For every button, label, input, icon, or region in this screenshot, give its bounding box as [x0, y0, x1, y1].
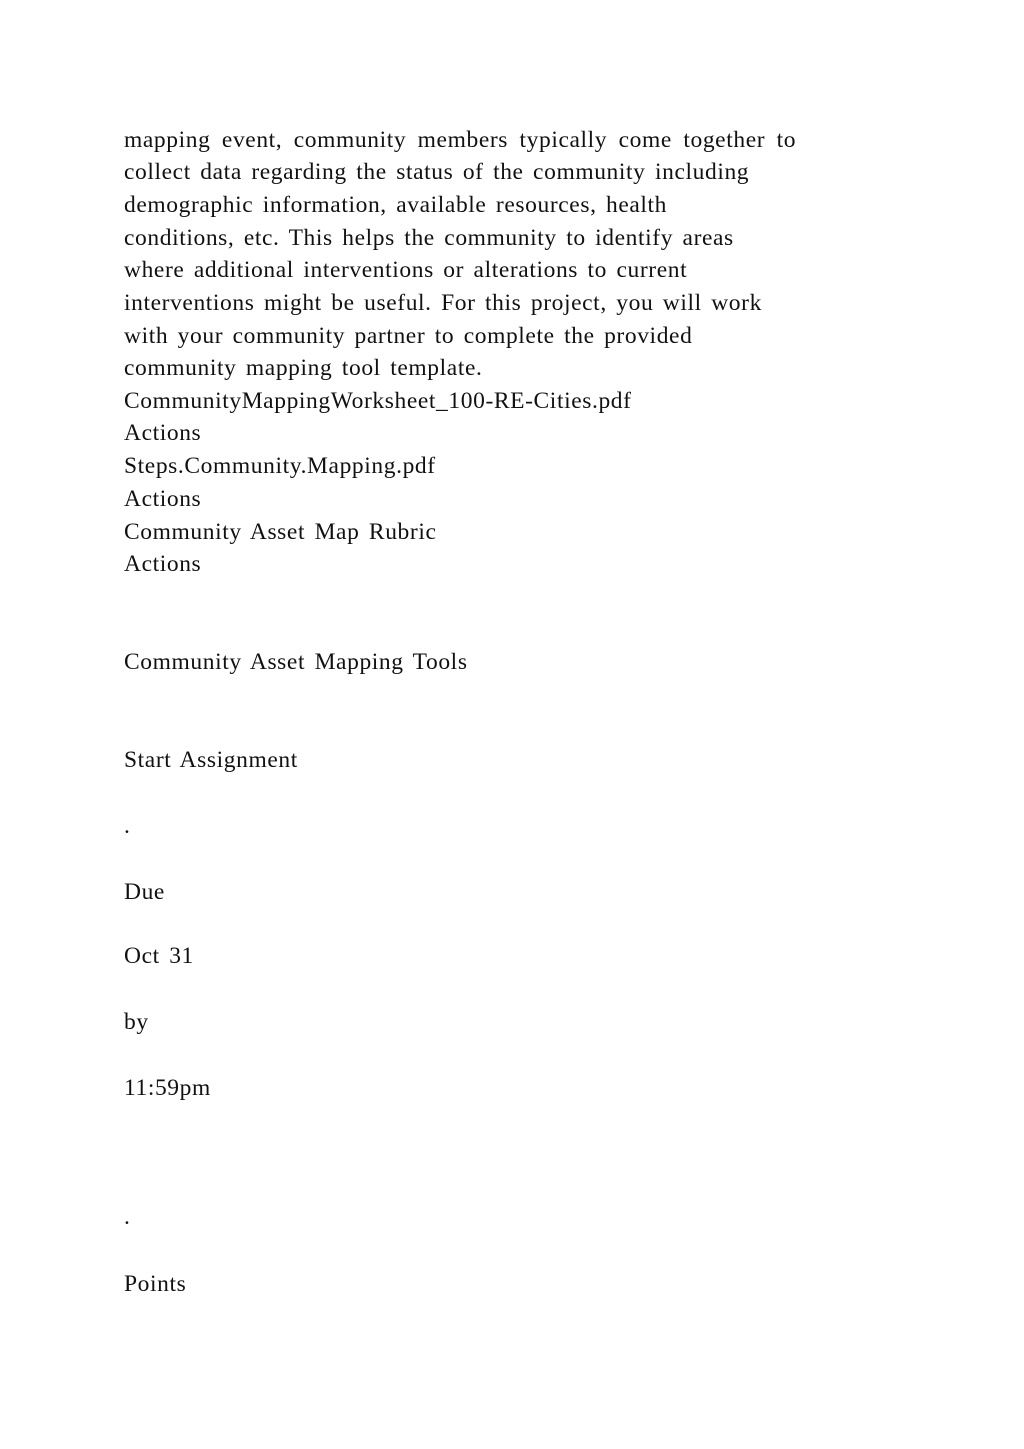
paragraph-line: demographic information, available resources, health	[124, 192, 668, 218]
file-link-steps[interactable]: Steps.Community.Mapping.pdf	[124, 453, 436, 479]
start-assignment-link[interactable]: Start Assignment	[124, 747, 298, 773]
due-date: Oct 31	[124, 943, 194, 969]
paragraph-line: where additional interventions or alterations to current	[124, 257, 688, 283]
due-by-label: by	[124, 1009, 149, 1035]
file-actions-worksheet[interactable]: Actions	[124, 420, 202, 446]
paragraph-line: mapping event, community members typically come together to	[124, 127, 797, 153]
assignment-title: Community Asset Mapping Tools	[124, 649, 468, 675]
separator-dot: .	[124, 1204, 131, 1230]
file-link-worksheet[interactable]: CommunityMappingWorksheet_100-RE-Cities.pdf	[124, 388, 632, 414]
paragraph-line: collect data regarding the status of the community including	[124, 159, 750, 185]
due-label: Due	[124, 879, 165, 905]
file-actions-steps[interactable]: Actions	[124, 486, 202, 512]
paragraph-line: conditions, etc. This helps the community to identify areas	[124, 225, 734, 251]
file-actions-rubric[interactable]: Actions	[124, 551, 202, 577]
file-link-rubric[interactable]: Community Asset Map Rubric	[124, 519, 437, 545]
paragraph-line: interventions might be useful. For this project, you will work	[124, 290, 762, 316]
due-time: 11:59pm	[124, 1075, 211, 1101]
paragraph-line: community mapping tool template.	[124, 355, 483, 381]
separator-dot: .	[124, 813, 131, 839]
paragraph-line: with your community partner to complete the provided	[124, 323, 693, 349]
points-label: Points	[124, 1271, 187, 1297]
